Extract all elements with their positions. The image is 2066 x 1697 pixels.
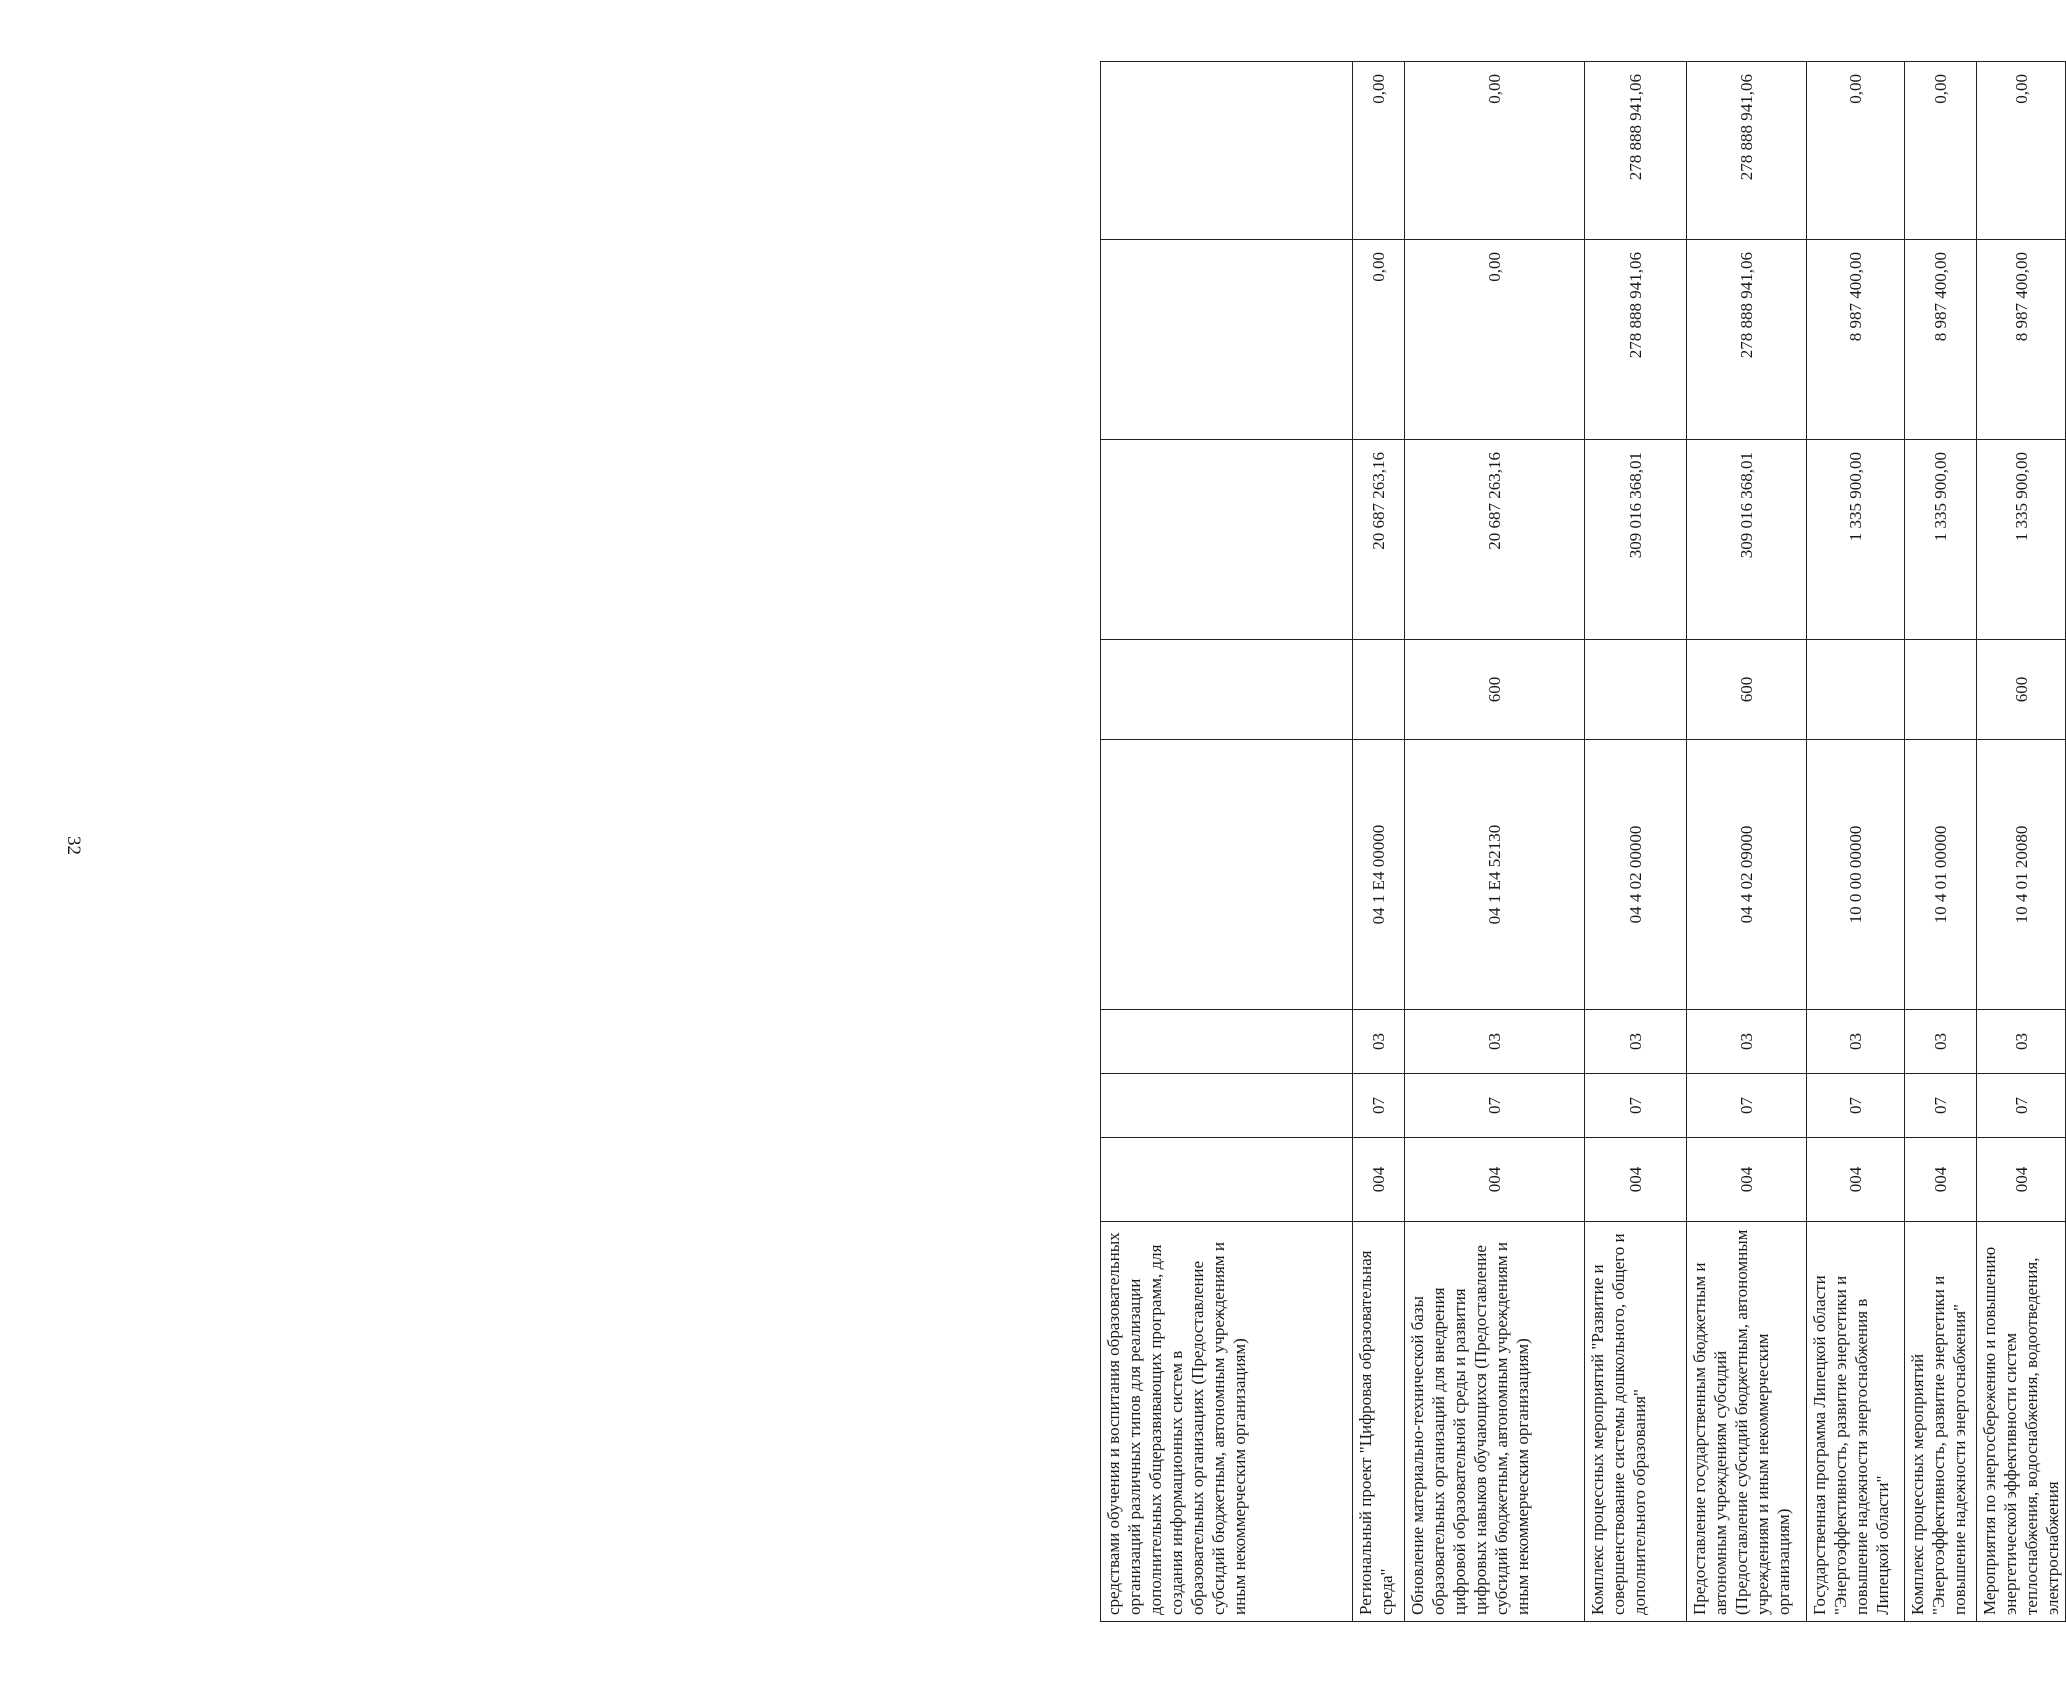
table-row: [1807, 62, 1905, 1622]
expense-type-code: [1585, 640, 1687, 740]
expense-type-code: [1807, 640, 1905, 740]
subsection-code: 03: [1353, 1010, 1405, 1074]
target-article-code: 10 0 00 00000: [1807, 740, 1905, 1010]
admin-code: 004: [1353, 1138, 1405, 1222]
target-article-code: 04 4 02 09000: [1687, 740, 1807, 1010]
admin-code: 004: [1405, 1138, 1585, 1222]
row-name: Региональный проект "Цифровая образовательная среда": [1353, 1222, 1405, 1622]
rotated-table-wrapper: [1100, 62, 2062, 1622]
expense-type-code: 600: [1977, 640, 2066, 740]
amount-year-3: 0,00: [1353, 62, 1405, 240]
section-code: [1101, 1074, 1353, 1138]
section-code: 07: [1585, 1074, 1687, 1138]
amount-year-2: 278 888 941,06: [1687, 240, 1807, 440]
amount-year-2: 0,00: [1353, 240, 1405, 440]
expense-type-code: [1101, 640, 1353, 740]
amount-year-2: 8 987 400,00: [1977, 240, 2066, 440]
row-name: Мероприятия по энергосбережению и повышению энергетической эффективности систем теплоснабжения, водоснабжения, водоотведения, электроснабжения: [1977, 1222, 2066, 1622]
expense-type-code: [1353, 640, 1405, 740]
row-name: Предоставление государственным бюджетным и автономным учреждениям субсидий (Предоставление субсидий бюджетным, автономным учреждениям и иным некоммерческим организациям): [1687, 1222, 1807, 1622]
admin-code: [1101, 1138, 1353, 1222]
section-code: 07: [1353, 1074, 1405, 1138]
admin-code: 004: [1585, 1138, 1687, 1222]
amount-year-3: 0,00: [1905, 62, 1977, 240]
table-row: [1687, 62, 1807, 1622]
page-number: 32: [63, 836, 84, 855]
amount-year-2: 8 987 400,00: [1905, 240, 1977, 440]
section-code: 07: [1405, 1074, 1585, 1138]
subsection-code: 03: [1687, 1010, 1807, 1074]
row-name: средствами обучения и воспитания образовательных организаций различных типов для реализации дополнительных общеразвивающих программ, для создания информационных систем в образовательных организациях (Предоставление субсидий бюджетным, автономным учреждениям и иным некоммерческим организациям): [1101, 1222, 1353, 1622]
amount-year-3: 0,00: [1977, 62, 2066, 240]
section-code: 07: [1807, 1074, 1905, 1138]
amount-year-1: [1101, 440, 1353, 640]
amount-year-3: 0,00: [1405, 62, 1585, 240]
subsection-code: 03: [1905, 1010, 1977, 1074]
admin-code: 004: [1687, 1138, 1807, 1222]
amount-year-1: 309 016 368,01: [1585, 440, 1687, 640]
target-article-code: 04 4 02 00000: [1585, 740, 1687, 1010]
amount-year-1: 1 335 900,00: [1807, 440, 1905, 640]
row-name: Обновление материально-технической базы образовательных организаций для внедрения цифровой образовательной среды и развития цифровых навыков обучающихся (Предоставление субсидий бюджетным, автономным учреждениям и иным некоммерческим организациям): [1405, 1222, 1585, 1622]
amount-year-1: 309 016 368,01: [1687, 440, 1807, 640]
table-row: [1905, 62, 1977, 1622]
target-article-code: [1101, 740, 1353, 1010]
section-code: 07: [1905, 1074, 1977, 1138]
subsection-code: 03: [1807, 1010, 1905, 1074]
amount-year-1: 1 335 900,00: [1905, 440, 1977, 640]
table-row: [1405, 62, 1585, 1622]
amount-year-3: [1101, 62, 1353, 240]
section-code: 07: [1687, 1074, 1807, 1138]
subsection-code: [1101, 1010, 1353, 1074]
admin-code: 004: [1905, 1138, 1977, 1222]
subsection-code: 03: [1405, 1010, 1585, 1074]
row-name: Комплекс процессных мероприятий "Развитие и совершенствование системы дошкольного, общего и дополнительного образования": [1585, 1222, 1687, 1622]
target-article-code: 10 4 01 00000: [1905, 740, 1977, 1010]
amount-year-1: 20 687 263,16: [1405, 440, 1585, 640]
table-row: [1977, 62, 2066, 1622]
row-name: Государственная программа Липецкой области "Энергоэффективность, развитие энергетики и повышение надежности энергоснабжения в Липецкой области": [1807, 1222, 1905, 1622]
amount-year-2: 278 888 941,06: [1585, 240, 1687, 440]
amount-year-2: [1101, 240, 1353, 440]
budget-table: [1100, 61, 2066, 1622]
table-row: [1585, 62, 1687, 1622]
target-article-code: 10 4 01 20080: [1977, 740, 2066, 1010]
table-row: [1101, 62, 1353, 1622]
subsection-code: 03: [1585, 1010, 1687, 1074]
amount-year-3: 278 888 941,06: [1585, 62, 1687, 240]
section-code: 07: [1977, 1074, 2066, 1138]
target-article-code: 04 1 E4 00000: [1353, 740, 1405, 1010]
target-article-code: 04 1 E4 52130: [1405, 740, 1585, 1010]
table-row: [1353, 62, 1405, 1622]
amount-year-3: 278 888 941,06: [1687, 62, 1807, 240]
expense-type-code: 600: [1687, 640, 1807, 740]
amount-year-3: 0,00: [1807, 62, 1905, 240]
amount-year-2: 0,00: [1405, 240, 1585, 440]
expense-type-code: [1905, 640, 1977, 740]
row-name: Комплекс процессных мероприятий "Энергоэффективность, развитие энергетики и повышение надежности энергоснабжения": [1905, 1222, 1977, 1622]
amount-year-1: 1 335 900,00: [1977, 440, 2066, 640]
expense-type-code: 600: [1405, 640, 1585, 740]
amount-year-1: 20 687 263,16: [1353, 440, 1405, 640]
admin-code: 004: [1807, 1138, 1905, 1222]
subsection-code: 03: [1977, 1010, 2066, 1074]
amount-year-2: 8 987 400,00: [1807, 240, 1905, 440]
admin-code: 004: [1977, 1138, 2066, 1222]
